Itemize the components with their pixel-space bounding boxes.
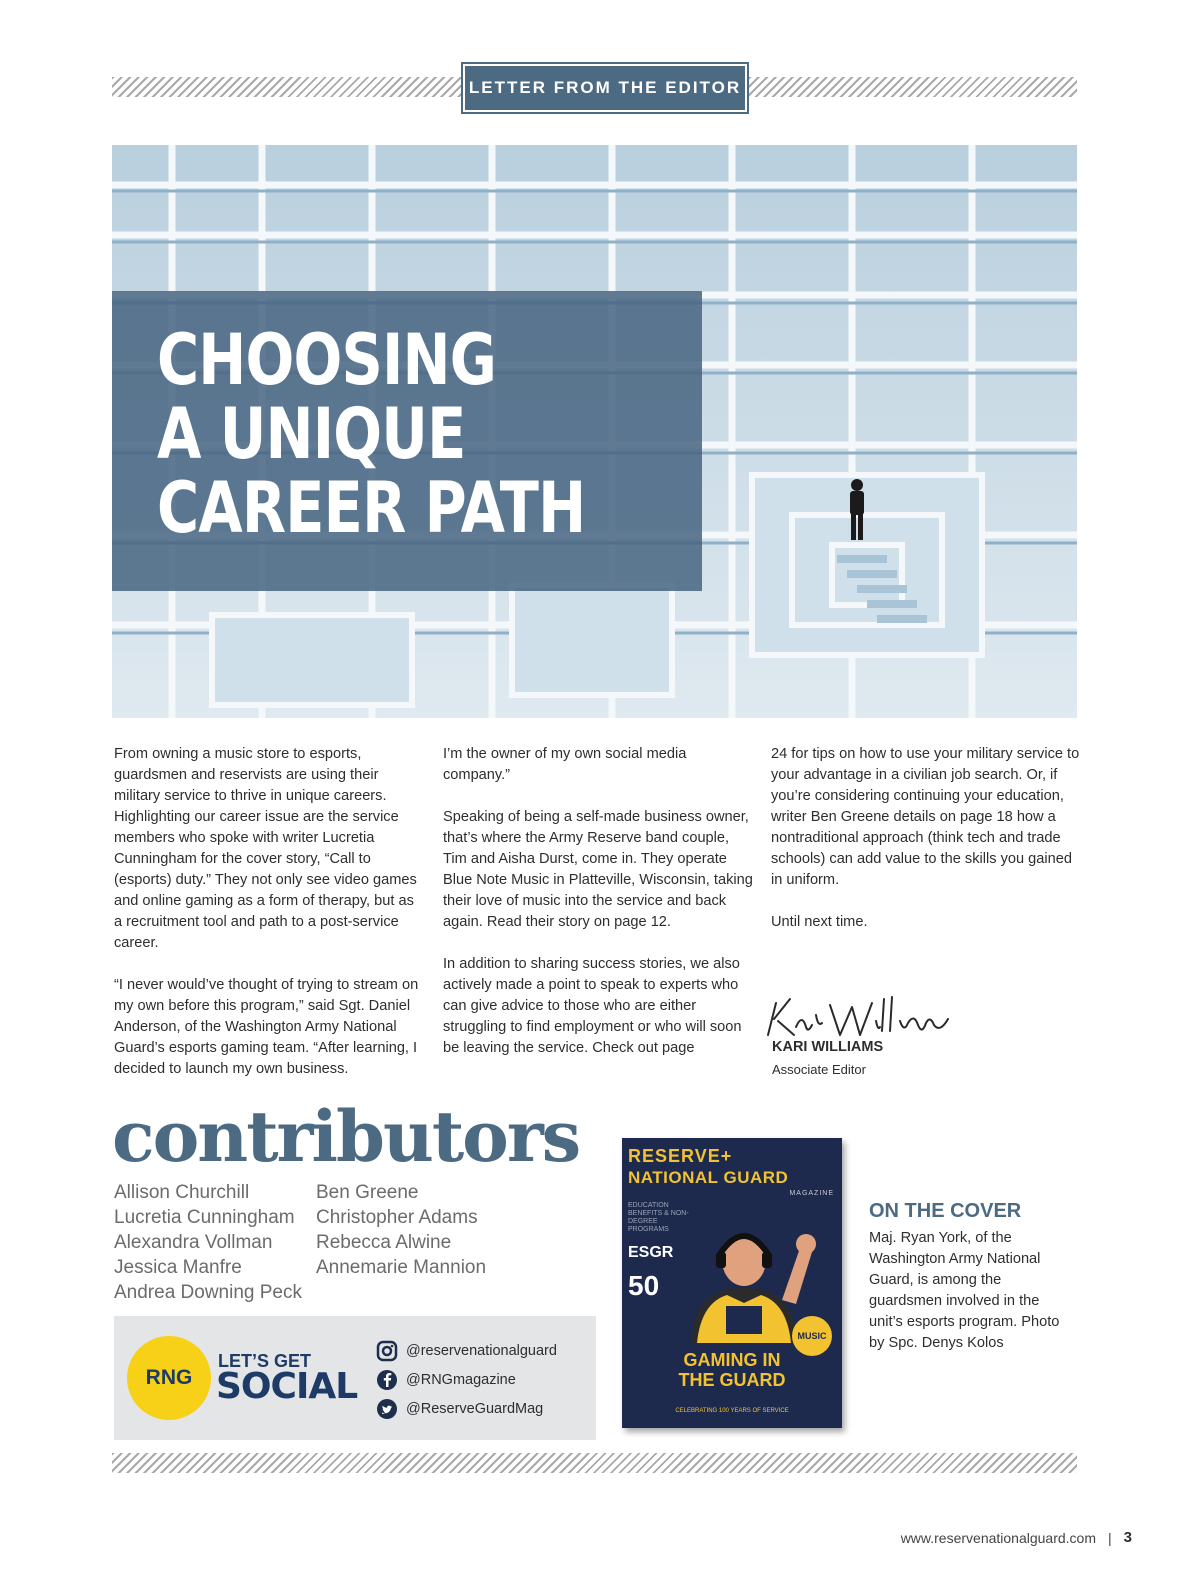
- cover-masthead-1: RESERVE+: [628, 1146, 733, 1166]
- twitter-icon: [376, 1398, 398, 1420]
- twitter-handle[interactable]: [376, 1396, 543, 1422]
- paragraph: Speaking of being a self-made business owner, that’s where the Army Reserve band couple, Tim and Aisha Durst, come in. They operate Blue Note Music in Platteville, Wisconsin, taking their love of music into the service and back again. Read their story on page 12.: [443, 809, 753, 930]
- cover-music-badge: MUSIC: [792, 1316, 832, 1356]
- cover-headline-2: THE GUARD: [678, 1370, 786, 1390]
- on-the-cover-heading: ON THE COVER: [869, 1200, 1022, 1222]
- page-number: 3: [1123, 1529, 1132, 1546]
- cover-headline: [622, 1350, 842, 1390]
- section-label: LETTER FROM THE EDITOR: [463, 64, 747, 112]
- contributor-name: Annemarie Mannion: [316, 1257, 487, 1278]
- contributors-list-1: [114, 1180, 302, 1305]
- cover-masthead-2: NATIONAL GUARD: [628, 1168, 789, 1187]
- editor-signature: [760, 985, 970, 1045]
- paragraph: Until next time.: [771, 914, 868, 930]
- on-the-cover-text: Maj. Ryan York, of the Washington Army National Guard, is among the guardsmen involved in the unit’s esports program. Photo by Spc. Denys Kolos: [869, 1230, 1060, 1351]
- cover-headline-1: GAMING IN: [683, 1350, 781, 1370]
- bottom-stripe: [112, 1453, 1077, 1473]
- top-stripe-left: [112, 77, 462, 97]
- title-line-1: CHOOSING: [157, 319, 497, 401]
- instagram-icon: [376, 1340, 398, 1362]
- social-label: SOCIAL: [216, 1366, 358, 1407]
- magazine-cover: [622, 1138, 842, 1428]
- facebook-handle[interactable]: [376, 1367, 516, 1393]
- paragraph: From owning a music store to esports, guardsmen and reservists are using their military service to thrive in unique careers. Highlighting our career issue are the service members who spoke with writer Lucretia Cunningham for the cover story, “Call to (esports) duty.” They not only see video games and online gaming as a form of therapy, but as a recruitment tool and path to a post-service career.: [114, 746, 417, 951]
- cover-fifty: 50: [628, 1270, 660, 1301]
- contributor-name: Jessica Manfre: [114, 1257, 242, 1278]
- paragraph: I’m the owner of my own social media company.”: [443, 746, 687, 783]
- rng-logo: RNG: [127, 1336, 211, 1420]
- paragraph: 24 for tips on how to use your military service to your advantage in a civilian job search. Or, if you’re considering continuing your education, writer Ben Greene details on page 18 how a nontraditional approach (think tech and trade schools) can add value to the skills you gained in uniform.: [771, 746, 1080, 888]
- instagram-handle[interactable]: [376, 1338, 557, 1364]
- top-stripe-right: [749, 77, 1077, 97]
- contributors-heading: contributors: [112, 1095, 580, 1178]
- article-title: [157, 319, 586, 549]
- instagram-handle-text: @reservenationalguard: [406, 1343, 557, 1359]
- contributor-name: Alexandra Vollman: [114, 1232, 273, 1253]
- cover-masthead-3: MAGAZINE: [789, 1190, 834, 1197]
- letter-column-1: [114, 744, 424, 1101]
- footer-divider: |: [1108, 1529, 1112, 1546]
- social-box: [114, 1316, 596, 1440]
- title-line-2: A UNIQUE: [157, 393, 466, 475]
- contributor-name: Rebecca Alwine: [316, 1232, 452, 1253]
- paragraph: “I never would’ve thought of trying to stream on my own before this program,” said Sgt. Daniel Anderson, of the Washington Army National Guard’s esports gaming team. “After learning, I decided to launch my own business.: [114, 977, 419, 1077]
- cover-blurb: EDUCATION BENEFITS & NON-DEGREE PROGRAMS: [628, 1202, 689, 1233]
- contributor-name: Ben Greene: [316, 1182, 419, 1203]
- page-footer: [901, 1529, 1132, 1546]
- contributor-name: Andrea Downing Peck: [114, 1282, 302, 1303]
- facebook-handle-text: @RNGmagazine: [406, 1372, 516, 1388]
- paragraph: In addition to sharing success stories, we also actively made a point to speak to experts who can give advice to those who are either struggling to find employment or who will soon be leaving the service. Check out page: [443, 956, 742, 1056]
- twitter-handle-text: @ReserveGuardMag: [406, 1401, 544, 1417]
- facebook-icon: [376, 1369, 398, 1391]
- contributor-name: Allison Churchill: [114, 1182, 250, 1203]
- footer-url[interactable]: www.reservenationalguard.com: [900, 1529, 1097, 1546]
- cover-esgr: ESGR: [628, 1244, 674, 1261]
- title-line-3: CAREER PATH: [157, 467, 586, 549]
- hero-maze-image: [112, 145, 1077, 718]
- contributor-name: Christopher Adams: [316, 1207, 478, 1228]
- lets-get-label: LET’S GET: [218, 1351, 312, 1371]
- editor-role: Associate Editor: [772, 1062, 866, 1077]
- editor-name: KARI WILLIAMS: [772, 1039, 884, 1055]
- cover-bottom-strip: CELEBRATING 100 YEARS OF SERVICE: [675, 1408, 789, 1414]
- letter-column-3: [771, 744, 1081, 954]
- contributor-name: Lucretia Cunningham: [114, 1207, 295, 1228]
- contributors-list-2: [316, 1180, 486, 1280]
- letter-column-2: [443, 744, 753, 1080]
